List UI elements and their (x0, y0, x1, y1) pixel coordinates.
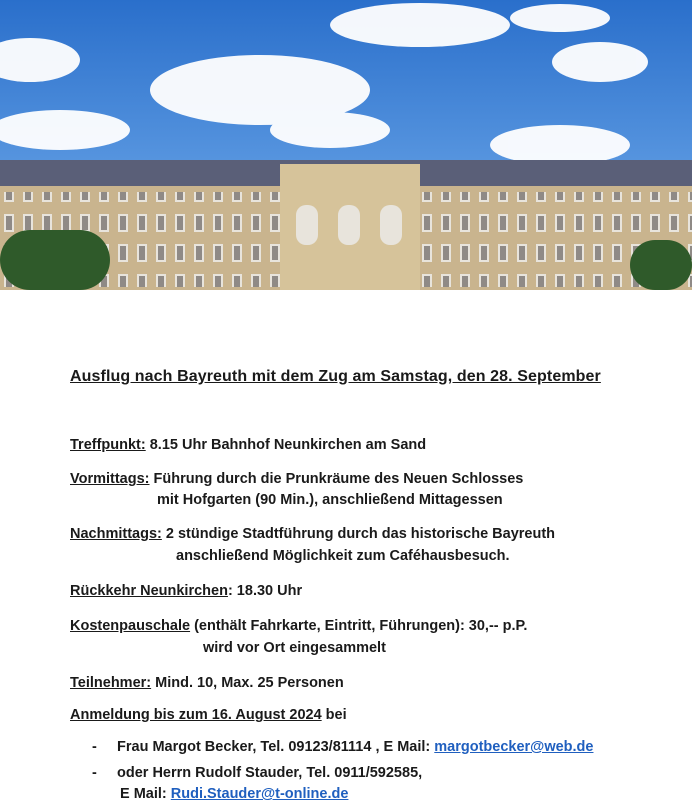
contact-1-email-link[interactable]: margotbecker@web.de (434, 739, 594, 755)
vormittags-label: Vormittags: (70, 471, 150, 487)
anmeldung-text: bei (321, 707, 347, 723)
contact-2-email-line (120, 786, 348, 802)
page-title: Ausflug nach Bayreuth mit dem Zug am Samstag, den 28. September (70, 368, 601, 385)
contact-1-bullet: - (92, 739, 97, 755)
teilnehmer-text: Mind. 10, Max. 25 Personen (151, 675, 344, 691)
header-photo-bayreuth-palace (0, 0, 692, 290)
nachmittags-label: Nachmittags: (70, 526, 162, 542)
vormittags-line (70, 471, 523, 487)
nachmittags-line (70, 526, 555, 542)
vormittags-continuation: mit Hofgarten (90 Min.), anschließend Mittagessen (157, 492, 503, 508)
rueckkehr-text: : 18.30 Uhr (227, 583, 303, 599)
kosten-continuation: wird vor Ort eingesammelt (203, 640, 386, 656)
kosten-label: Kostenpauschale (70, 618, 191, 634)
treffpunkt-label: Treffpunkt: (70, 437, 146, 453)
nachmittags-continuation: anschließend Möglichkeit zum Caféhausbesuch. (176, 548, 510, 564)
contact-2-email-label: E Mail: (120, 786, 171, 802)
contact-1-text: Frau Margot Becker, Tel. 09123/81114 , E Mail: (117, 739, 435, 755)
rueckkehr-line (70, 583, 302, 599)
nachmittags-text: 2 stündige Stadtführung durch das historische Bayreuth (161, 526, 556, 542)
kosten-text: (enthält Fahrkarte, Eintritt, Führungen): 30,-- p.P. (190, 618, 528, 634)
contact-1 (117, 739, 593, 755)
kosten-line (70, 618, 527, 634)
teilnehmer-line (70, 675, 344, 691)
anmeldung-line (70, 707, 347, 723)
contact-2-bullet: - (92, 765, 97, 781)
rueckkehr-label: Rückkehr Neunkirchen (70, 583, 228, 599)
teilnehmer-label: Teilnehmer: (70, 675, 152, 691)
contact-2: oder Herrn Rudolf Stauder, Tel. 0911/592585, (117, 765, 423, 781)
vormittags-text: Führung durch die Prunkräume des Neuen Schlosses (149, 471, 524, 487)
contact-2-email-link[interactable]: Rudi.Stauder@t-online.de (170, 786, 349, 802)
anmeldung-label: Anmeldung bis zum 16. August 2024 (70, 707, 322, 723)
treffpunkt-text: 8.15 Uhr Bahnhof Neunkirchen am Sand (145, 437, 427, 453)
treffpunkt-line (70, 437, 426, 453)
